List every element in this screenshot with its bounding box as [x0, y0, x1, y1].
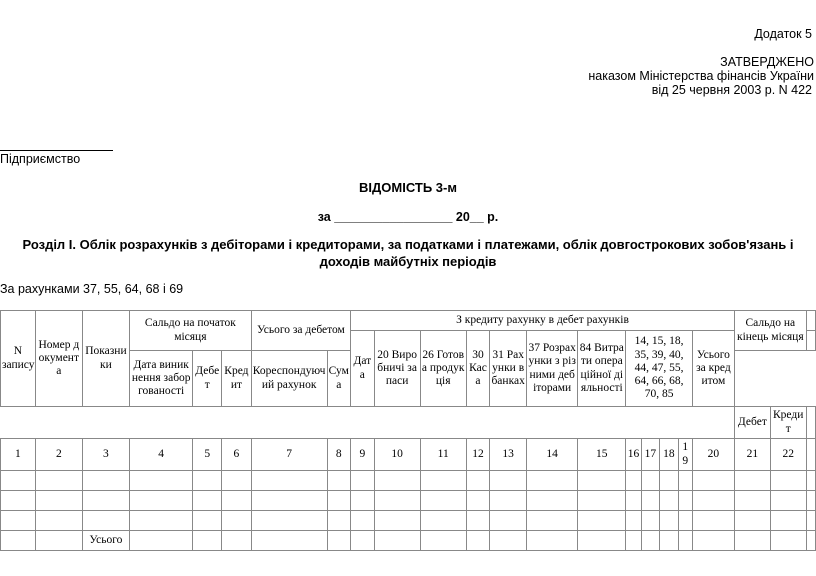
header-account-31: 31 Рахунки в банках — [490, 331, 527, 407]
enterprise-underline — [0, 150, 113, 151]
approved-label: ЗАТВЕРДЖЕНО — [720, 55, 814, 69]
column-number: 12 — [466, 439, 490, 471]
spacer-row — [1, 407, 351, 439]
header-opening-balance: Сальдо на початок місяця — [129, 311, 251, 351]
header-record-number: N запису — [1, 311, 36, 407]
header-account-20: 20 Виробничі запаси — [374, 331, 420, 407]
header-closing-debit: Дебет — [734, 407, 770, 439]
annex-label: Додаток 5 — [754, 27, 812, 41]
column-number: 4 — [129, 439, 192, 471]
column-number: 20 — [692, 439, 734, 471]
statement-table — [0, 310, 816, 551]
section-title-line-1: Розділ I. Облік розрахунків з дебіторами і кредиторами, за податками і платежами, облік довгострокових зобов'язань і — [22, 237, 794, 252]
table-row — [1, 471, 816, 491]
document-title: ВІДОМІСТЬ 3-м — [359, 180, 457, 195]
header-account-37: 37 Розрахунки з різними дебіторами — [527, 331, 578, 407]
header-credit-date: Дата — [351, 331, 375, 407]
column-number: 14 — [527, 439, 578, 471]
column-number: 18 — [660, 439, 678, 471]
spacer-row — [351, 407, 735, 439]
column-number: 1 — [1, 439, 36, 471]
column-number: 3 — [82, 439, 129, 471]
column-number: 11 — [420, 439, 466, 471]
period-line: за _________________ 20__ р. — [317, 210, 499, 224]
column-number: 17 — [641, 439, 659, 471]
header-opening-credit: Кредит — [222, 351, 252, 407]
header-opening-debit: Дебет — [193, 351, 222, 407]
edge-cell — [806, 439, 815, 471]
column-number: 10 — [374, 439, 420, 471]
order-line-1: наказом Міністерства фінансів України — [588, 69, 814, 83]
column-number: 21 — [734, 439, 770, 471]
edge-cell — [806, 311, 815, 331]
header-document-number: Номер документа — [35, 311, 82, 407]
header-corresponding-account: Кореспондуючий рахунок — [251, 351, 327, 407]
column-number: 22 — [770, 439, 806, 471]
header-sum: Сума — [327, 351, 351, 407]
header-debt-date: Дата виникнення заборгованості — [129, 351, 192, 407]
column-number: 5 — [193, 439, 222, 471]
header-account-26: 26 Готова продукція — [420, 331, 466, 407]
header-accounts-multi: 14, 15, 18, 35, 39, 40, 44, 47, 55, 64, 66, 68, 70, 85 — [626, 331, 693, 407]
header-closing-credit: Кредит — [770, 407, 806, 439]
header-total-debit: Усього за дебетом — [251, 311, 350, 351]
header-closing-balance: Сальдо на кінець місяця — [734, 311, 806, 351]
column-number: 7 — [251, 439, 327, 471]
column-number-row — [1, 439, 816, 471]
total-label: Усього — [82, 531, 129, 551]
order-line-2: від 25 червня 2003 р. N 422 — [651, 83, 812, 97]
total-row — [1, 531, 816, 551]
header-account-30: 30 Каса — [466, 331, 490, 407]
column-number: 19 — [678, 439, 692, 471]
column-number: 8 — [327, 439, 351, 471]
header-credit-group: З кредиту рахунку в дебет рахунків — [351, 311, 735, 331]
enterprise-label: Підприємство — [0, 152, 81, 166]
edge-cell — [806, 407, 815, 439]
column-number: 2 — [35, 439, 82, 471]
column-number: 16 — [626, 439, 641, 471]
column-number: 6 — [222, 439, 252, 471]
accounts-line: За рахунками 37, 55, 64, 68 і 69 — [0, 282, 184, 296]
header-total-credit: Усього за кредитом — [692, 331, 734, 407]
column-number: 9 — [351, 439, 375, 471]
table-row — [1, 511, 816, 531]
section-title-line-2: доходів майбутніх періодів — [319, 254, 497, 269]
table-row — [1, 491, 816, 511]
column-number: 13 — [490, 439, 527, 471]
header-account-84: 84 Витрати операційної діяльності — [578, 331, 626, 407]
header-indicators: Показники — [82, 311, 129, 407]
edge-cell — [806, 331, 815, 351]
column-number: 15 — [578, 439, 626, 471]
